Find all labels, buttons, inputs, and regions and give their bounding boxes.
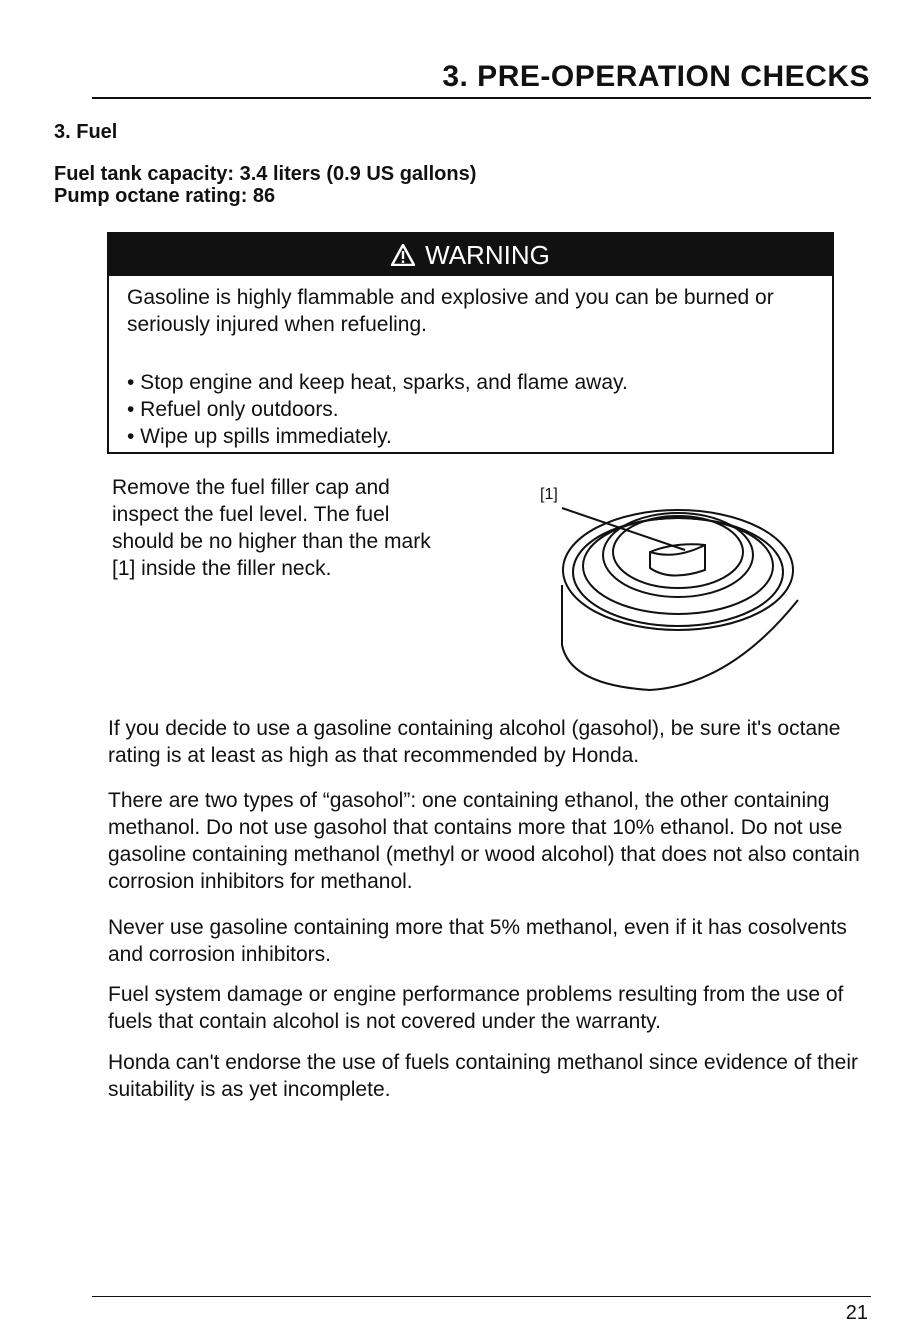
body-paragraph: Honda can't endorse the use of fuels containing methanol since evidence of their suitability is as yet incomplete. [108, 1051, 858, 1101]
fuel-tank-capacity: Fuel tank capacity: 3.4 liters (0.9 US gallons) [54, 163, 477, 185]
body-paragraph: If you decide to use a gasoline containing alcohol (gasohol), be sure it's octane rating is at least as high as that recommended by Honda. [108, 717, 841, 767]
warning-triangle-icon [391, 244, 415, 266]
warning-bullet: • Wipe up spills immediately. [127, 425, 392, 448]
warning-header [109, 234, 832, 276]
body-paragraph: Fuel system damage or engine performance problems resulting from the use of fuels that contain alcohol is not covered under the warranty. [108, 983, 844, 1033]
section-title: 3. Fuel [54, 121, 118, 143]
pump-octane-rating: Pump octane rating: 86 [54, 185, 276, 207]
fuel-check-instruction: Remove the fuel filler cap and inspect the fuel level. The fuel should be no higher than the mark [1] inside the filler neck. [112, 476, 431, 580]
body-paragraph: There are two types of “gasohol”: one containing ethanol, the other containing methanol. Do not use gasohol that contains more that 10% ethanol. Do not use gasoline containing methanol (methyl or wood alcohol) that does not also contain corrosion inhibitors for methanol. [108, 789, 860, 893]
warning-text: Gasoline is highly flammable and explosive and you can be burned or seriously injured when refueling. [127, 286, 774, 336]
footer-rule [92, 1296, 871, 1297]
chapter-title: 3. PRE-OPERATION CHECKS [442, 60, 870, 93]
warning-bullet: • Stop engine and keep heat, sparks, and flame away. [127, 371, 628, 394]
header-rule [92, 97, 871, 99]
fuel-filler-neck-illustration [530, 470, 820, 700]
warning-title: WARNING [425, 239, 550, 270]
warning-bullet: • Refuel only outdoors. [127, 398, 339, 421]
page-number: 21 [845, 1302, 868, 1324]
warning-box [107, 232, 834, 454]
body-paragraph: Never use gasoline containing more that 5% methanol, even if it has cosolvents and corrosion inhibitors. [108, 916, 847, 966]
figure-callout-label: [1] [540, 486, 558, 503]
